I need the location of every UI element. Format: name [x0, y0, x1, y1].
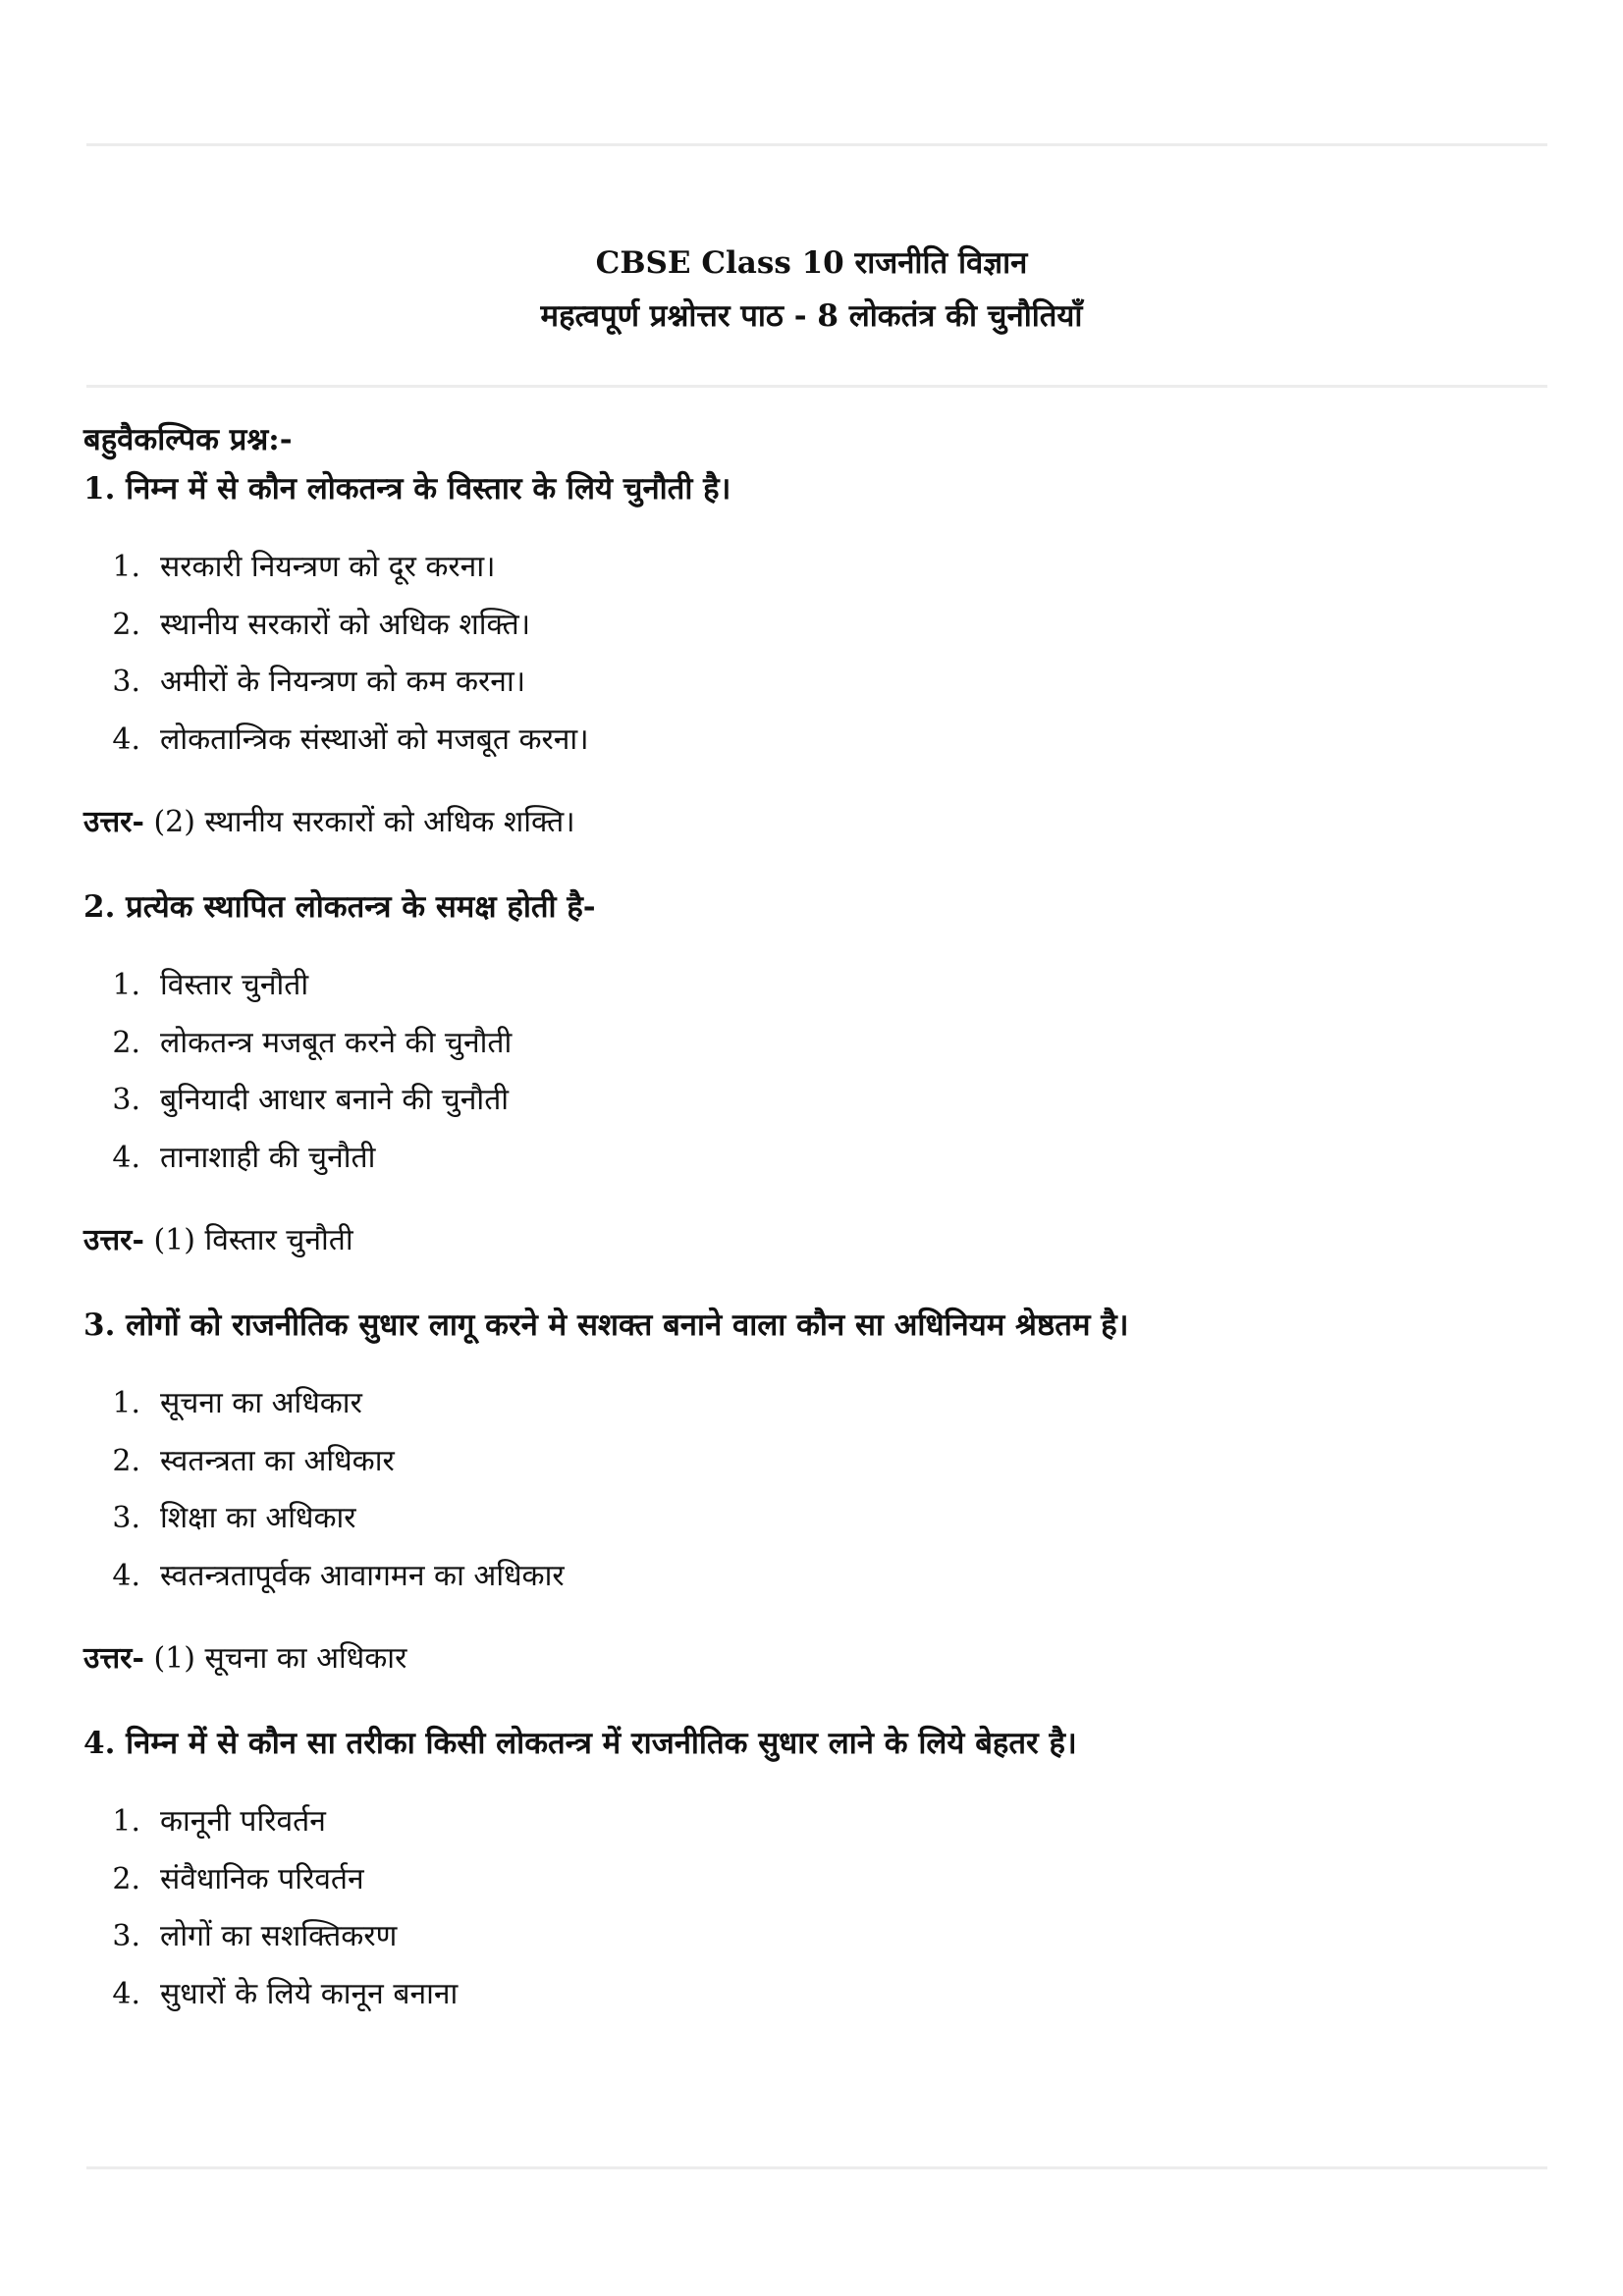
option-item [83, 1557, 1537, 1615]
option-number: 4. [112, 1976, 140, 2011]
title-line-1: CBSE Class 10 राजनीति विज्ञान [595, 245, 1028, 281]
section-heading: बहुवैकल्पिक प्रश्न:- [83, 422, 293, 457]
option-number: 3. [112, 1083, 140, 1117]
option-text: स्थानीय सरकारों को अधिक शक्ति। [160, 607, 531, 642]
option-item [83, 1802, 1537, 1860]
option-text: शिक्षा का अधिकार [160, 1501, 356, 1535]
option-text: लोकतन्त्र मजबूत करने की चुनौती [160, 1025, 513, 1060]
option-number: 2. [112, 607, 140, 642]
option-item [83, 1024, 1537, 1082]
question-text: 1. निम्न में से कौन लोकतन्त्र के विस्तार के लिये चुनौती है। [83, 471, 731, 507]
question-content [83, 420, 1537, 2032]
answer-label: उत्तर- [83, 1223, 144, 1257]
option-item [83, 1081, 1537, 1139]
question-block [83, 1724, 1537, 2032]
option-text: अमीरों के नियन्त्रण को कम करना। [160, 665, 526, 699]
question-block [83, 887, 1537, 1260]
answer-line [83, 1221, 1537, 1260]
option-item [83, 1860, 1537, 1918]
option-item [83, 1442, 1537, 1500]
answer-text: (1) सूचना का अधिकार [153, 1641, 407, 1676]
option-item [83, 606, 1537, 664]
option-item [83, 1499, 1537, 1557]
option-text: लोकतान्त्रिक संस्थाओं को मजबूत करना। [160, 721, 589, 757]
option-item [83, 721, 1537, 778]
option-item [83, 1917, 1537, 1975]
answer-label: उत्तर- [83, 1641, 144, 1676]
option-text: स्वतन्त्रतापूर्वक आवागमन का अधिकार [160, 1558, 565, 1593]
question-text: 4. निम्न में से कौन सा तरीका किसी लोकतन्त्र में राजनीतिक सुधार लाने के लिये बेहतर है। [83, 1726, 1077, 1761]
bottom-divider [86, 2166, 1547, 2169]
option-item [83, 966, 1537, 1024]
option-text: सरकारी नियन्त्रण को दूर करना। [160, 550, 496, 584]
option-text: तानाशाही की चुनौती [160, 1140, 376, 1175]
option-number: 1. [112, 1386, 140, 1420]
option-number: 4. [112, 1558, 140, 1593]
option-number: 3. [112, 1501, 140, 1535]
page-title [0, 243, 1623, 336]
option-text: स्वतन्त्रता का अधिकार [160, 1443, 395, 1478]
option-text: सुधारों के लिये कानून बनाना [160, 1976, 459, 2011]
answer-line [83, 803, 1537, 842]
title-divider [86, 385, 1547, 388]
option-text: लोगों का सशक्तिकरण [160, 1919, 398, 1953]
question-text: 2. प्रत्येक स्थापित लोकतन्त्र के समक्ष होती है- [83, 889, 596, 925]
option-text: सूचना का अधिकार [160, 1386, 362, 1420]
option-item [83, 1975, 1537, 2033]
option-text: विस्तार चुनौती [160, 968, 309, 1002]
option-list [83, 966, 1537, 1196]
answer-text: (2) स्थानीय सरकारों को अधिक शक्ति। [153, 805, 575, 839]
option-number: 4. [112, 721, 140, 757]
option-item [83, 663, 1537, 721]
top-divider [86, 143, 1547, 146]
answer-line [83, 1639, 1537, 1679]
option-list [83, 1802, 1537, 2032]
option-number: 4. [112, 1140, 140, 1175]
option-text: कानूनी परिवर्तन [160, 1804, 326, 1839]
answer-text: (1) विस्तार चुनौती [153, 1223, 353, 1257]
option-number: 3. [112, 1919, 140, 1953]
option-number: 3. [112, 665, 140, 699]
option-number: 2. [112, 1861, 140, 1896]
answer-label: उत्तर- [83, 805, 144, 839]
option-number: 2. [112, 1443, 140, 1478]
title-line-2: महत्वपूर्ण प्रश्नोत्तर पाठ - 8 लोकतंत्र की चुनौतियाँ [540, 298, 1083, 334]
question-block [83, 469, 1537, 842]
option-list [83, 548, 1537, 777]
option-text: बुनियादी आधार बनाने की चुनौती [160, 1083, 510, 1117]
question-text: 3. लोगों को राजनीतिक सुधार लागू करने मे सशक्त बनाने वाला कौन सा अधिनियम श्रेष्ठतम है। [83, 1308, 1129, 1343]
option-list [83, 1384, 1537, 1614]
option-item [83, 1139, 1537, 1197]
option-number: 2. [112, 1025, 140, 1060]
question-block [83, 1306, 1537, 1679]
option-item [83, 1384, 1537, 1442]
option-number: 1. [112, 550, 140, 584]
option-item [83, 548, 1537, 606]
option-number: 1. [112, 1804, 140, 1839]
option-number: 1. [112, 968, 140, 1002]
option-text: संवैधानिक परिवर्तन [160, 1861, 364, 1896]
